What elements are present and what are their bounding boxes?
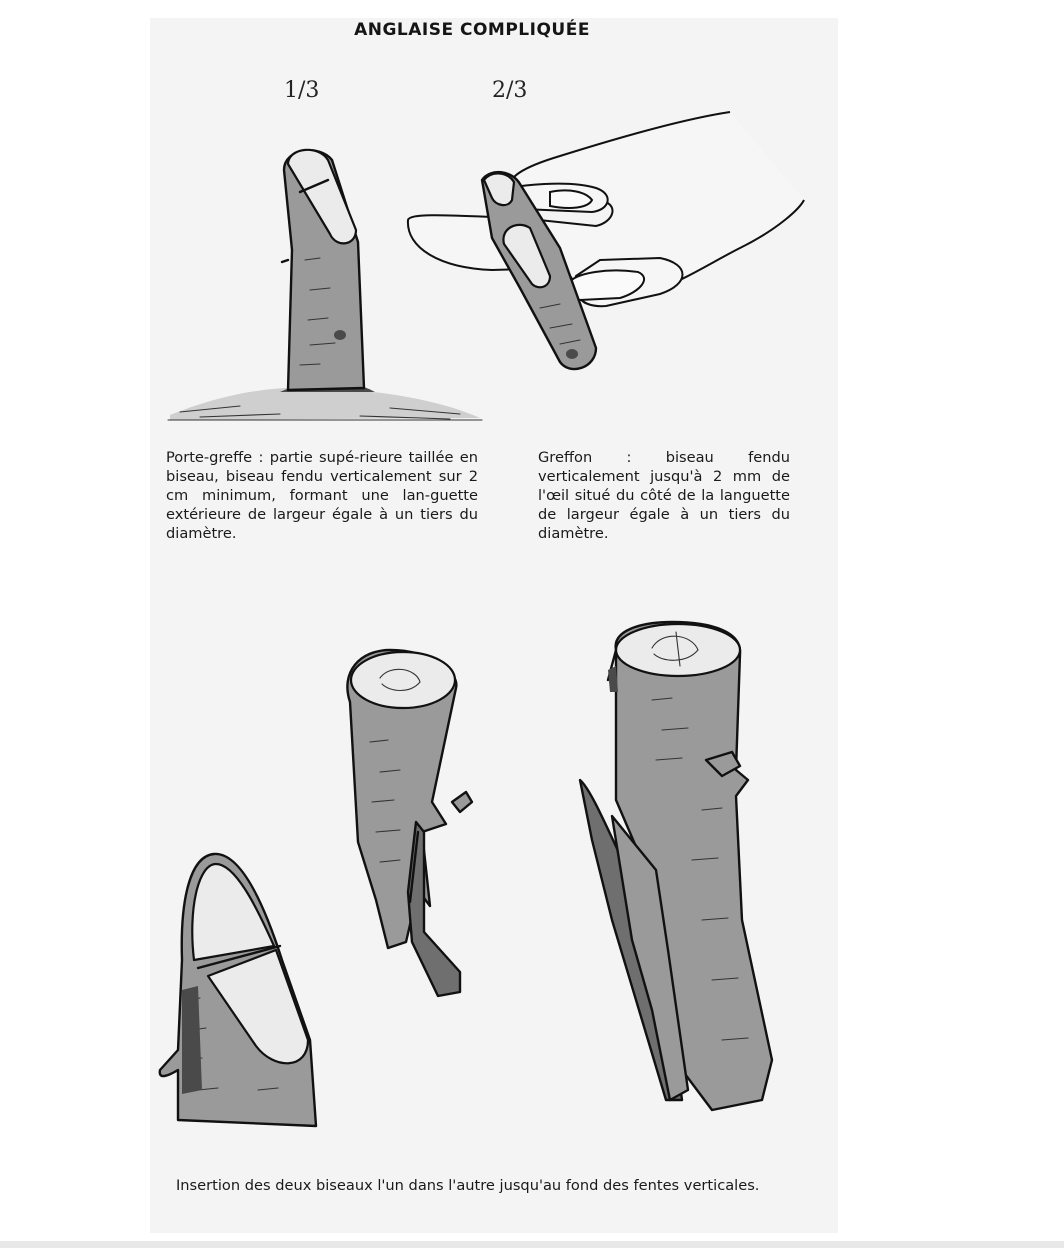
scion-split-closeup-illustration [320, 642, 480, 1042]
rootstock-bevel-closeup-illustration [158, 850, 318, 1130]
caption-rootstock: Porte-greffe : partie supé-rieure taillée en biseau, biseau fendu verticalement sur 2 cm minimum, formant une lan-guette extérieure de largeur égale à un tiers du diamètre. [166, 449, 478, 542]
page-title: ANGLAISE COMPLIQUÉE [354, 20, 590, 40]
bottom-scrollbar-strip [0, 1241, 1064, 1248]
joined-graft-illustration [572, 620, 792, 1120]
caption-scion: Greffon : biseau fendu verticalement jusqu'à 2 mm de l'œil situé du côté de la languette de largeur égale à un tiers du diamètre. [538, 449, 790, 542]
fraction-one-third: 1/3 [284, 78, 320, 103]
caption-insertion: Insertion des deux biseaux l'un dans l'autre jusqu'au fond des fentes verticales. [176, 1177, 760, 1194]
scion-in-hand-illustration [400, 108, 820, 388]
fraction-two-thirds: 2/3 [492, 78, 528, 103]
